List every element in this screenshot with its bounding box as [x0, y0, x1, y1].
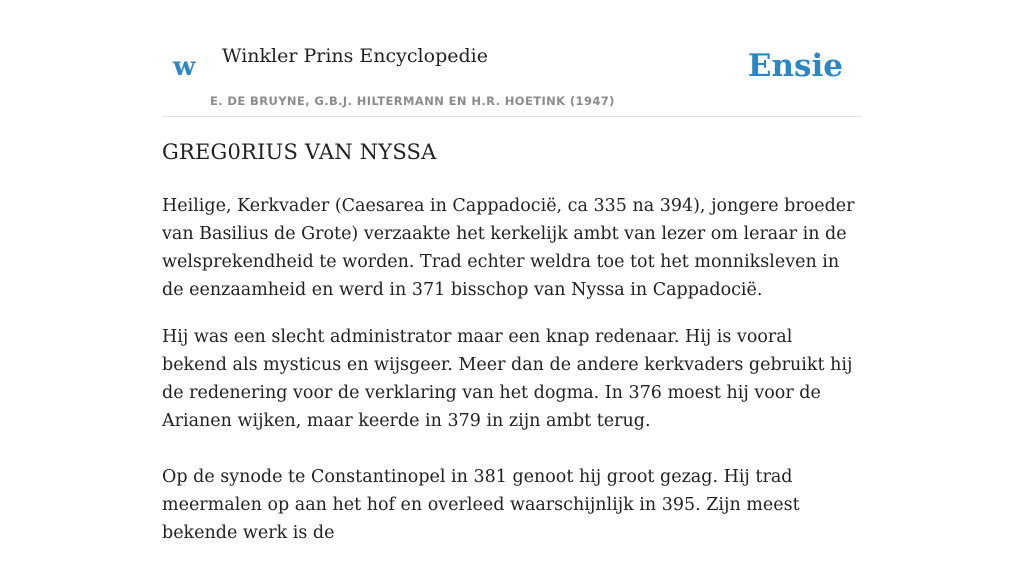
article-title: GREG0RIUS VAN NYSSA: [162, 140, 437, 164]
source-authors: E. DE BRUYNE, G.B.J. HILTERMANN EN H.R. HOETINK (1947): [210, 94, 615, 108]
article-body: [162, 192, 862, 566]
source-title: Winkler Prins Encyclopedie: [222, 45, 488, 67]
article-paragraph: Op de synode te Constantinopel in 381 genoot hij groot gezag. Hij trad meermalen op aan het hof en overleed waarschijnlijk in 395. Zijn meest bekende werk is de: [162, 467, 800, 543]
ensie-logo[interactable]: Ensie: [747, 48, 843, 84]
article-paragraph: Heilige, Kerkvader (Caesarea in Cappadocië, ca 335 na 394), jongere broeder van Basilius de Grote) verzaakte het kerkelijk ambt van lezer om leraar in de welsprekendheid te worden. Trad echter weldra toe tot het monniksleven in de eenzaamheid en werd in 371 bisschop van Nyssa in Cappadocië.: [162, 196, 855, 300]
winkler-prins-logo[interactable]: w: [173, 52, 196, 82]
source-header: [162, 0, 862, 117]
article-paragraph: Hij was een slecht administrator maar een knap redenaar. Hij is vooral bekend als mysticus en wijsgeer. Meer dan de andere kerkvaders gebruikt hij de redenering voor de verklaring van het dogma. In 376 moest hij voor de Arianen wijken, maar keerde in 379 in zijn ambt terug.: [162, 327, 853, 431]
